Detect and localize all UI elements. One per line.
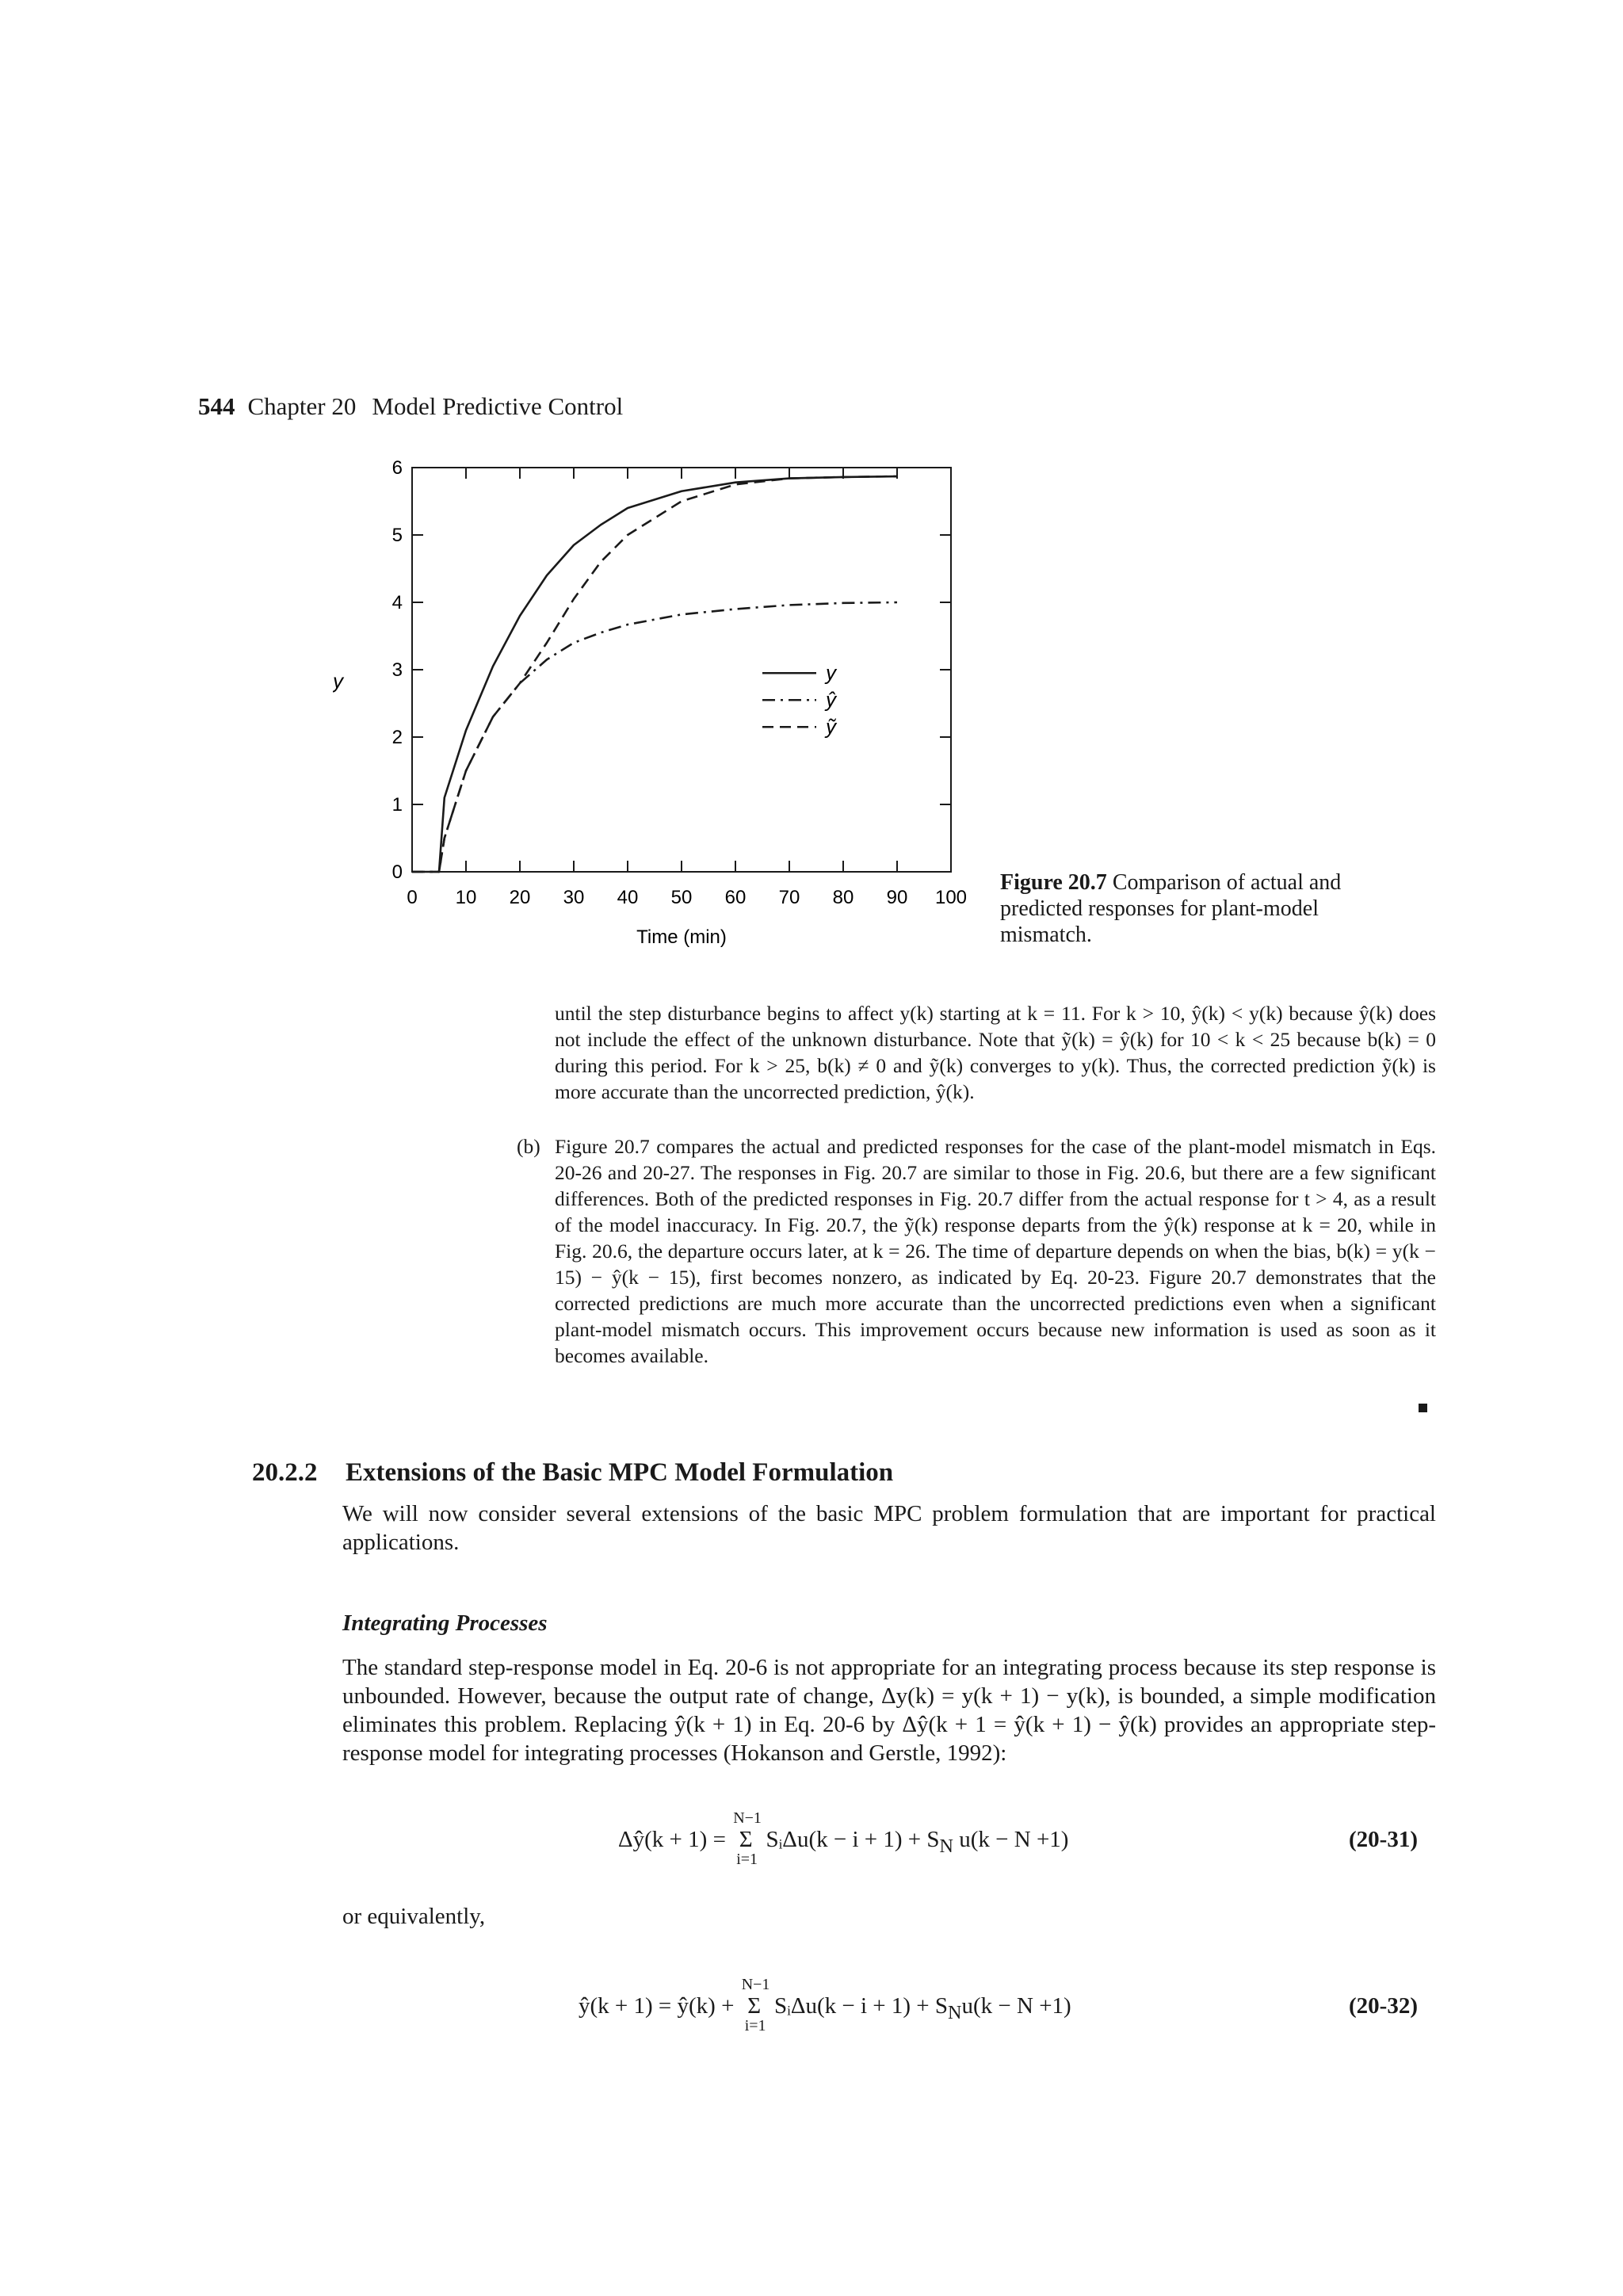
running-head [198, 392, 623, 421]
sum-upper: N−1 [741, 1976, 770, 1993]
section-number: 20.2.2 [252, 1458, 318, 1487]
equation-number-20-32: (20-32) [1349, 1993, 1418, 2019]
x-tick-label: 100 [934, 887, 968, 908]
caption-label: Figure 20.7 [1000, 870, 1107, 895]
sum-upper: N−1 [733, 1809, 762, 1827]
x-axis-label: Time (min) [636, 926, 727, 948]
figure-20-7-chart [333, 444, 983, 967]
x-tick-label: 60 [724, 887, 747, 908]
legend-label: y [826, 660, 836, 685]
series-dashed-line [412, 476, 897, 872]
x-tick-label: 20 [509, 887, 531, 908]
x-tick-label: 90 [886, 887, 908, 908]
y-axis-label: y [333, 669, 343, 693]
x-tick-label: 10 [455, 887, 477, 908]
page-number: 544 [198, 392, 235, 420]
x-tick-label: 30 [563, 887, 585, 908]
caption-text: Comparison of actual and predicted responses for plant-model mismatch. [1000, 870, 1342, 947]
eq2-tail: u(k − N +1) [961, 1993, 1071, 2019]
subsection-paragraph: The standard step-response model in Eq. 20-6 is not appropriate for an integrating process because its step response is unbounded. However, because the output rate of change, Δy(k) = y(k + 1) − y(k), is bounded, a simple modification eliminates this problem. Replacing ŷ(k + 1) in Eq. 20-6 by Δŷ(k + 1 = ŷ(k + 1) − ŷ(k) provides an appropriate step-response model for integrating processes (Hokanson and Gerstle, 1992): [342, 1655, 1436, 1766]
y-tick-label: 2 [391, 727, 403, 748]
series-solid-line [412, 476, 897, 872]
x-tick-label: 70 [778, 887, 800, 908]
figure-caption [1000, 869, 1412, 948]
y-tick-label: 4 [391, 592, 403, 613]
sum-lower: i=1 [744, 2017, 766, 2034]
equation-20-32 [579, 1976, 1071, 2034]
section-intro: We will now consider several extensions of the basic MPC problem formulation that are important for practical applications. [342, 1501, 1436, 1555]
eq1-subscript: N [939, 1835, 953, 1857]
x-tick-label: 0 [407, 887, 418, 908]
x-tick-label: 50 [670, 887, 693, 908]
y-tick-label: 3 [391, 659, 403, 681]
series-dash-dot-line [412, 602, 897, 872]
example-paragraph-b: Figure 20.7 compares the actual and predicted responses for the case of the plant-model mismatch in Eqs. 20-26 and 20-27. The responses in Fig. 20.7 are similar to those in Fig. 20.6, but there are a few significant differences. Both of the predicted responses in Fig. 20.7 differ from the actual response for t > 4, as a result of the model inaccuracy. In Fig. 20.7, the ỹ(k) response departs from the ŷ(k) response at k = 20, while in Fig. 20.6, the departure occurs later, at k = 26. The time of departure depends on when the bias, b(k) = y(k − 15) − ŷ(k − 15), first becomes nonzero, as indicated by Eq. 20-23. Figure 20.7 demonstrates that the corrected predictions are much more accurate than the uncorrected predictions even when a significant plant-model mismatch occurs. This improvement occurs because new information is used as soon as it becomes available. [555, 1135, 1436, 1367]
eq2-lhs: ŷ(k + 1) = ŷ(k) + [579, 1993, 740, 2019]
eq1-lhs: Δŷ(k + 1) = [618, 1827, 732, 1852]
equation-number-20-31: (20-31) [1349, 1827, 1418, 1852]
eq1-tail: u(k − N +1) [953, 1827, 1069, 1852]
legend-label: ỹ [826, 714, 836, 739]
summation-sign: N−1 Σ i=1 [741, 1976, 770, 2034]
chart-legend [762, 660, 838, 738]
chapter-title: Model Predictive Control [372, 392, 624, 420]
eq2-subscript: N [948, 2001, 962, 2023]
example-paragraph-a: until the step disturbance begins to affect y(k) starting at k = 11. For k > 10, ŷ(k) < y(k) because ŷ(k) does not include the effect of the unknown disturbance. Note that ỹ(k) = ŷ(k) for 10 < k < 25 because b(k) = 0 during this period. For k > 25, b(k) ≠ 0 and ỹ(k) converges to y(k). Thus, the corrected prediction ỹ(k) is more accurate than the uncorrected prediction, ŷ(k). [555, 1002, 1436, 1103]
y-tick-label: 6 [391, 457, 403, 479]
plot-frame [412, 468, 951, 872]
y-tick-label: 5 [391, 525, 403, 546]
x-tick-label: 80 [832, 887, 854, 908]
part-b-label: (b) [517, 1135, 540, 1158]
axis-ticks [392, 457, 967, 908]
summation-sign: N−1 Σ i=1 [733, 1809, 762, 1868]
equation-20-31 [618, 1809, 1069, 1868]
eq2-rhs: SᵢΔu(k − i + 1) + S [768, 1993, 949, 2019]
chapter-label: Chapter 20 [247, 392, 357, 420]
eq1-rhs: SᵢΔu(k − i + 1) + S [760, 1827, 940, 1852]
legend-label: ŷ [826, 687, 836, 712]
y-tick-label: 1 [391, 794, 403, 816]
section-title: Extensions of the Basic MPC Model Formulation [346, 1458, 894, 1487]
sum-lower: i=1 [736, 1851, 758, 1868]
subsection-title: Integrating Processes [342, 1610, 548, 1636]
end-of-example-mark [1419, 1404, 1427, 1412]
or-equivalently: or equivalently, [342, 1904, 486, 1929]
x-tick-label: 40 [617, 887, 639, 908]
y-tick-label: 0 [391, 861, 403, 883]
series-lines [412, 476, 897, 872]
